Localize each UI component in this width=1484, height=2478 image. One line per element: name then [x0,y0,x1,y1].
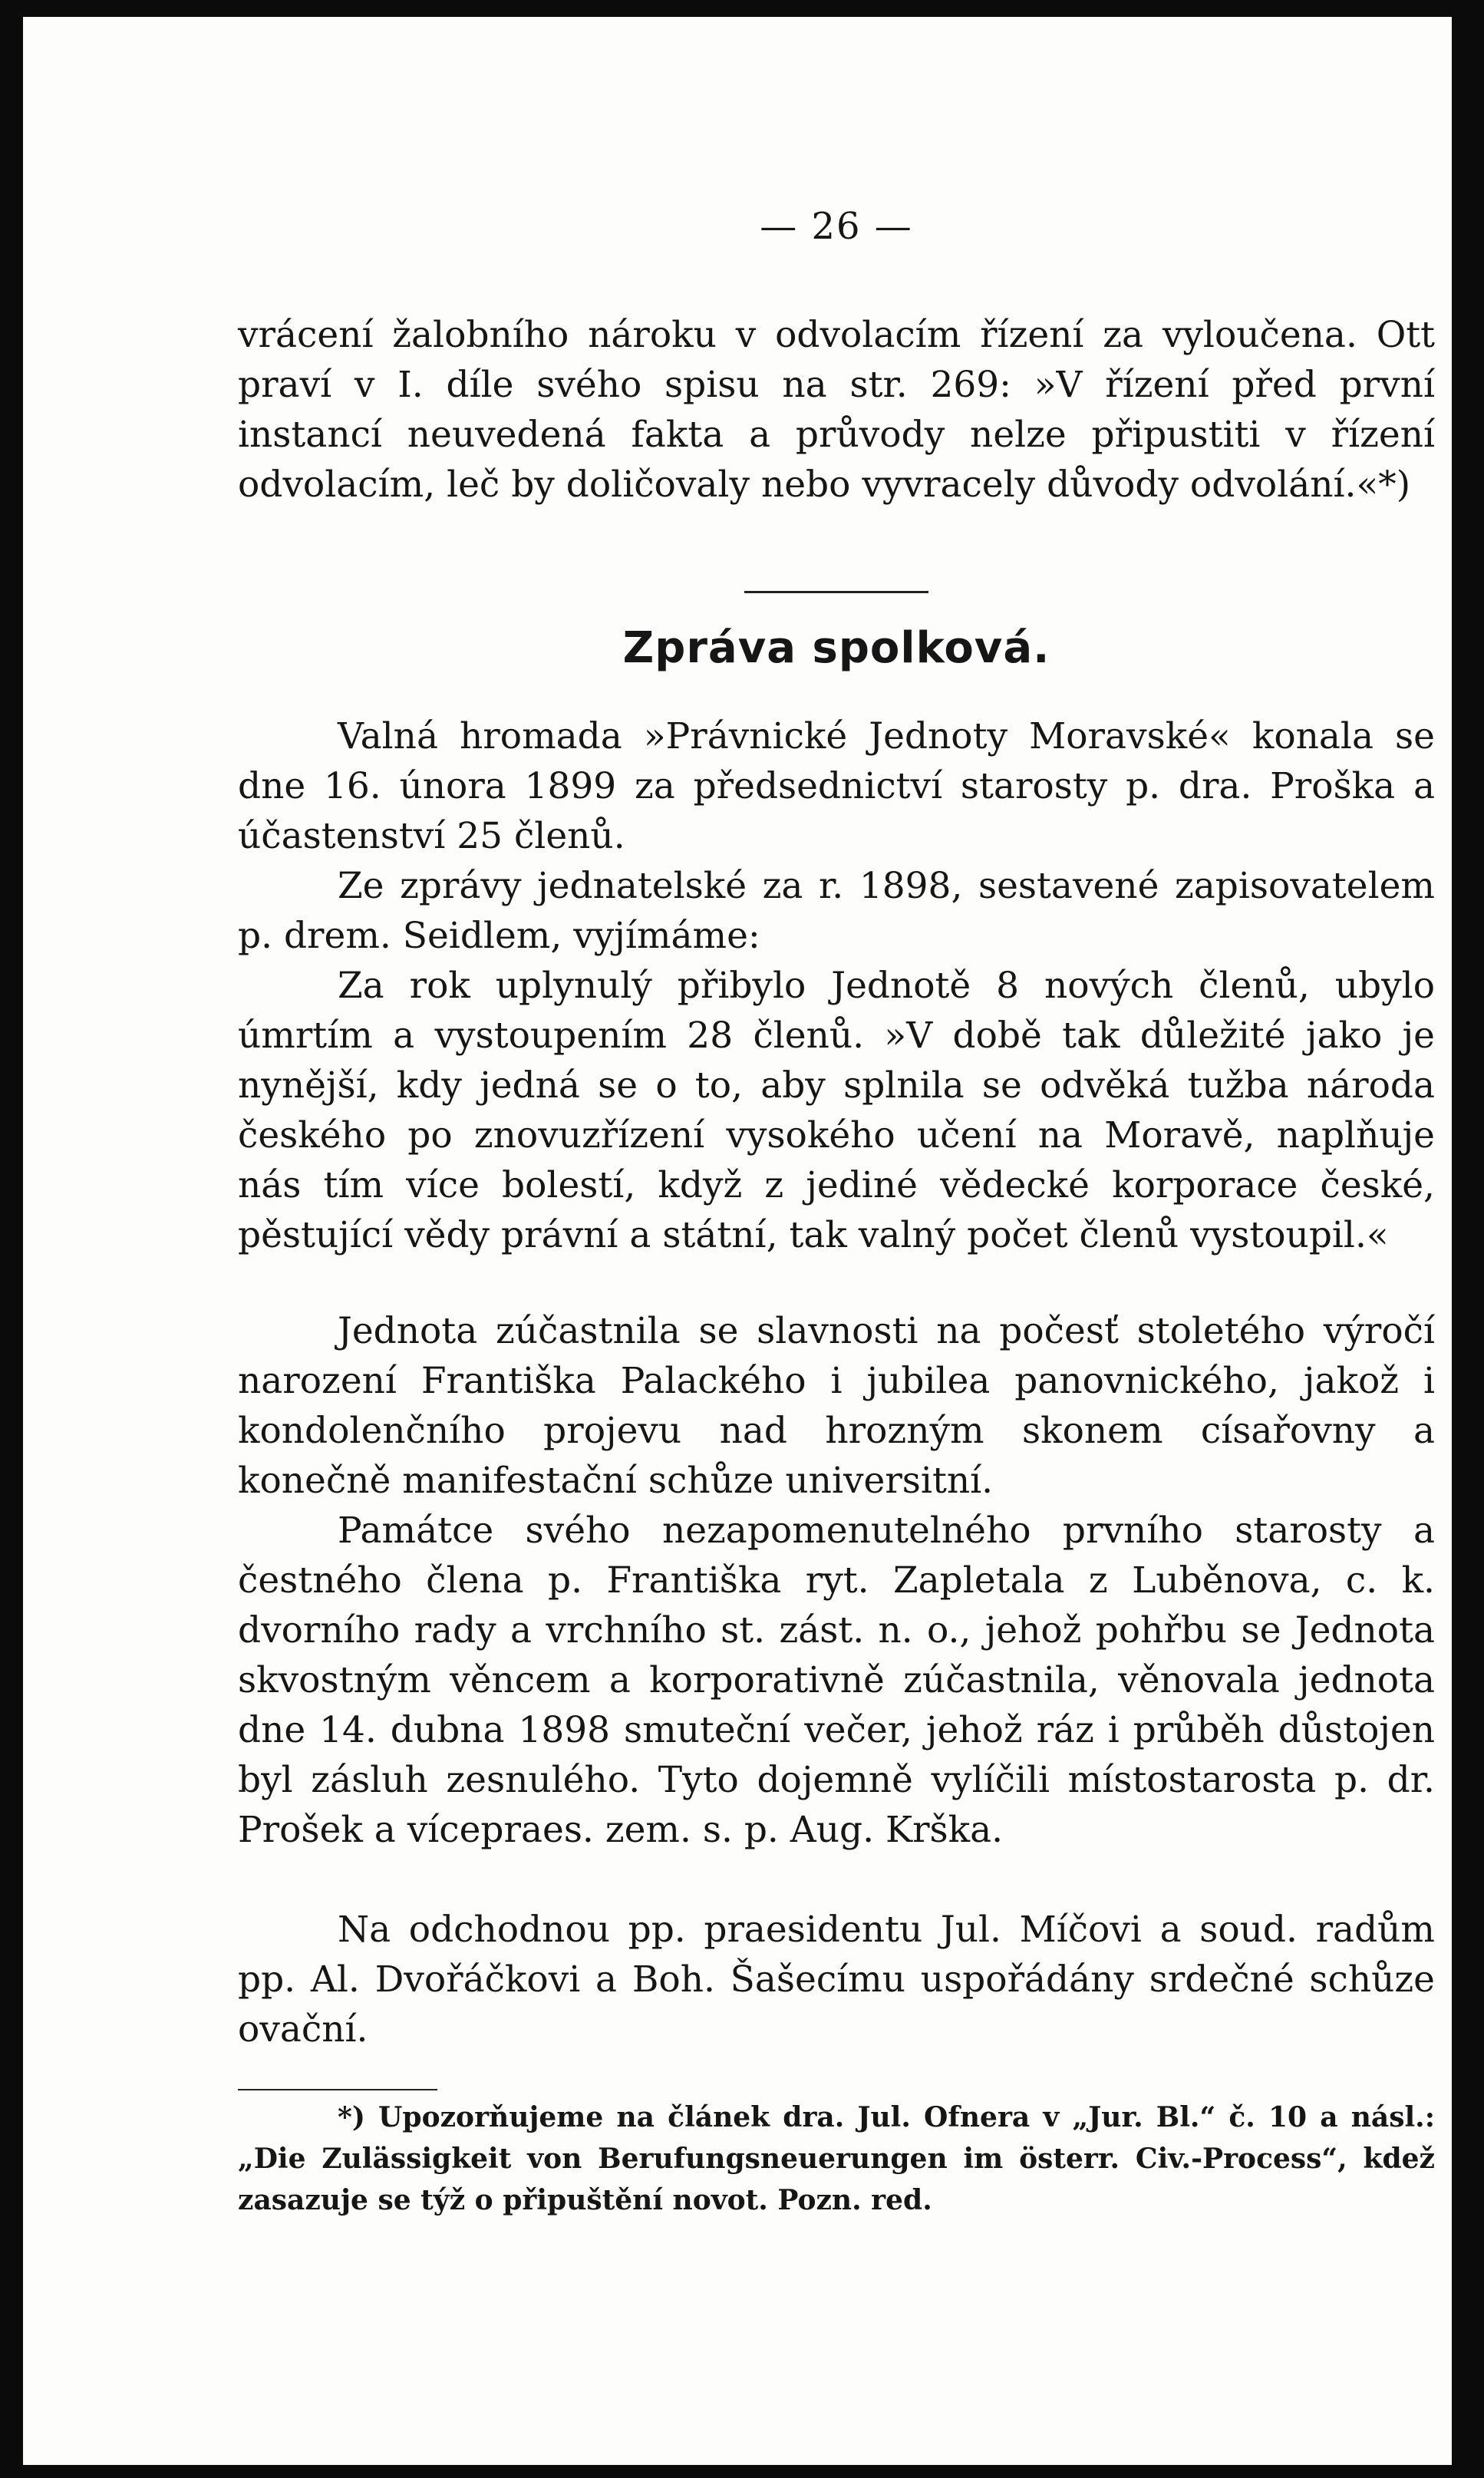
paragraph-membership: Za rok uplynulý přibylo Jednotě 8 nových členů, ubylo úmrtím a vystoupením 28 členů. »V době tak důležité jako je nynější, kdy jedná se o to, aby splnila se odvěká tužba národa českého po znovuzřízení vysokého učení na Moravě, naplňuje nás tím více bolestí, když z jediné vědecké korporace české, pěstující vědy právní a státní, tak valný počet členů vystoupil.« [238,965,1435,1256]
paragraph-general-meeting: Valná hromada »Právnické Jednoty Moravské« konala se dne 16. února 1899 za předsednictví starosty p. dra. Proška a účastenství 25 členů. [238,715,1435,857]
book-page [23,17,1452,2465]
footnote: *) Upozorňujeme na článek dra. Jul. Ofnera v „Jur. Bl.“ č. 10 a násl.: „Die Zulässigkeit von Berufungsneuerungen im österr. Civ.-Process“, kdež zasazuje se týž o připuštění novot. Pozn. red. [238,2101,1435,2216]
page-number: — 26 — [760,205,913,248]
paragraph-farewell: Na odchodnou pp. praesidentu Jul. Míčovi a soud. radům pp. Al. Dvořáčkovi a Boh. Šašecímu uspořádány srdečné schůze ovační. [238,1909,1435,2051]
paragraph-secretary-report: Ze zprávy jednatelské za r. 1898, sestavené zapisovatelem p. drem. Seidlem, vyjímáme: [238,865,1435,957]
section-divider [744,591,928,593]
section-heading: Zpráva spolková. [622,623,1050,673]
paragraph-memorial: Památce svého nezapomenutelného prvního starosty a čestného člena p. Františka ryt. Zapletala z Luběnova, c. k. dvorního rady a vrchního st. zást. n. o., jehož pohřbu se Jednota skvostným věncem a korporativně zúčastnila, věnovala jednota dne 14. dubna 1898 smuteční večer, jehož ráz i průběh důstojen byl zásluh zesnulého. Tyto dojemně vylíčili místostarosta p. dr. Prošek a vícepraes. zem. s. p. Aug. Krška. [238,1510,1435,1851]
intro-paragraph: vrácení žalobního nároku v odvolacím řízení za vyloučena. Ott praví v I. díle svého spisu na str. 269: »V řízení před první instancí neuvedená fakta a průvody nelze připustiti v řízení odvolacím, leč by doličovaly nebo vyvracely důvody odvolání.«*) [238,314,1435,506]
footnote-divider [238,2089,437,2090]
paragraph-celebrations: Jednota zúčastnila se slavnosti na počesť stoletého výročí narození Františka Palackého i jubilea panovnického, jakož i kondolenčního projevu nad hrozným skonem císařovny a konečně manifestační schůze universitní. [238,1310,1435,1502]
